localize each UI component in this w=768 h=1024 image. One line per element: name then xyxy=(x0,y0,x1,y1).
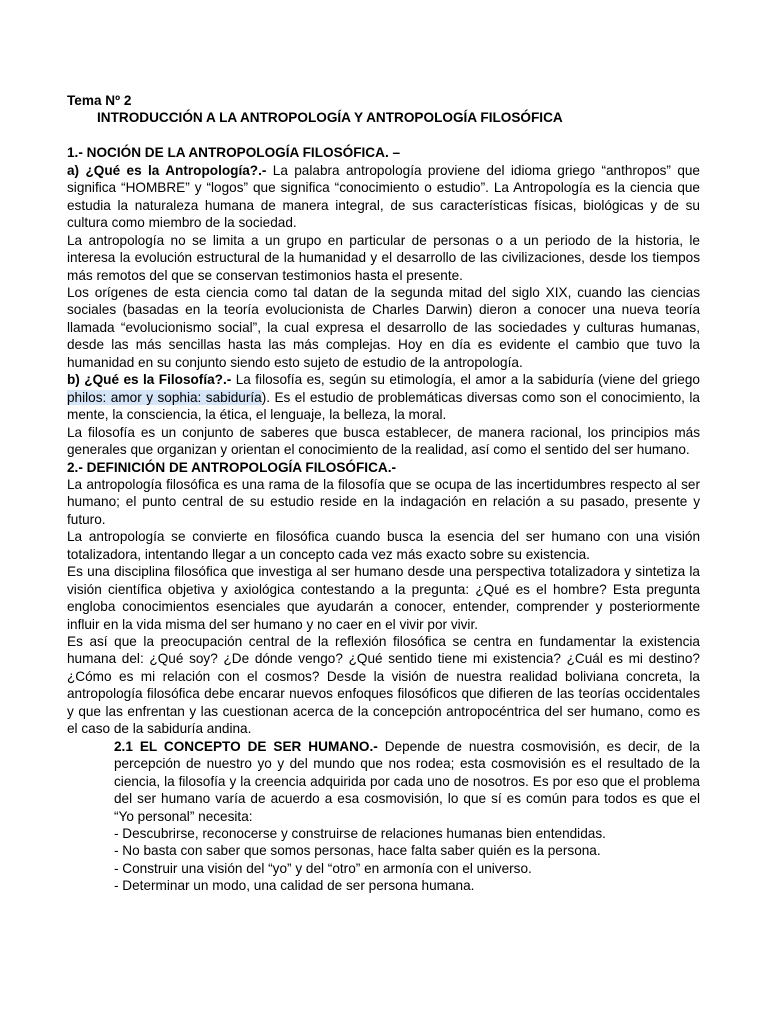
paragraph-filosofia xyxy=(67,371,700,423)
answer-antropologia: La palabra antropología proviene del idioma griego “anthropos” que significa “HOMBRE” y “logos” que significa “conocimiento o estudio”. La Antropología es la ciencia que estudia la naturaleza humana de manera integral, de sus características físicas, biológicas y de su cultura como miembro de la sociedad. xyxy=(67,162,700,231)
paragraph: La antropología filosófica es una rama de la filosofía que se ocupa de las incertidumbres respecto al ser humano; el punto central de su estudio reside en la indagación en relación a su pasado, presente y futuro. xyxy=(67,476,700,527)
highlighted-text: philos: amor y sophia: sabiduría xyxy=(67,389,262,405)
answer-filosofia-part1: La filosofía es, según su etimología, el amor a la sabiduría (viene del griego xyxy=(231,372,700,388)
paragraph: La filosofía es un conjunto de saberes que busca establecer, de manera racional, los principios más generales que organizan y orientan el conocimiento de la realidad, así como el sentido del ser humano. xyxy=(67,424,700,458)
subsection-2-1-text: Depende de nuestra cosmovisión, es decir, de la percepción de nuestro yo y del mundo que nos rodea; esta cosmovisión es el resultado de la ciencia, la filosofía y la creencia adquirida por cada uno de nosotros. Es por eso que el problema del ser humano varía de acuerdo a esa cosmovisión, lo que sí es común para todos es que el “Yo personal” necesita: xyxy=(114,738,700,824)
answer-filosofia-part2: ). Es el estudio de problemáticas diversas como son el conocimiento, la mente, la consciencia, la ética, el lenguaje, la belleza, la moral. xyxy=(67,389,700,423)
question-antropologia: a) ¿Qué es la Antropología?.- xyxy=(67,162,267,178)
subsection-2-1-heading: 2.1 EL CONCEPTO DE SER HUMANO.- xyxy=(114,738,378,754)
section-1-heading: 1.- NOCIÓN DE LA ANTROPOLOGÍA FILOSÓFICA. – xyxy=(67,145,401,161)
paragraph: Es una disciplina filosófica que investiga al ser humano desde una perspectiva totalizadora y sintetiza la visión científica objetiva y axiológica contestando a la pregunta: ¿Qué es el hombre? Esta pregunta engloba conocimientos esenciales que ayudarán a conocer, entender, comprender y posteriormente influir en la vida misma del ser humano y no caer en el vivir por vivir. xyxy=(67,564,700,632)
document-title: INTRODUCCIÓN A LA ANTROPOLOGÍA Y ANTROPOLOGÍA FILOSÓFICA xyxy=(97,110,563,126)
list-item: - Determinar un modo, una calidad de ser persona humana. xyxy=(114,878,475,894)
paragraph-ser-humano xyxy=(114,738,700,825)
subsection-2-1 xyxy=(67,738,700,895)
section-2-heading: 2.- DEFINICIÓN DE ANTROPOLOGÍA FILOSÓFICA.- xyxy=(67,459,397,475)
list-item: - Descubrirse, reconocerse y construirse de relaciones humanas bien entendidas. xyxy=(114,826,606,842)
paragraph: Los orígenes de esta ciencia como tal datan de la segunda mitad del siglo XIX, cuando las ciencias sociales (basadas en la teoría evolucionista de Charles Darwin) dieron a conocer una nueva teoría llamada “evolucionismo social”, la cual expresa el desarrollo de las sociedades y culturas humanas, desde las más sencillas hasta las más complejas. Hoy en día es evidente el cambio que tuvo la humanidad en su conjunto siendo esto sujeto de estudio de la antropología. xyxy=(67,284,700,370)
paragraph: La antropología se convierte en filosófica cuando busca la esencia del ser humano con una visión totalizadora, intentando llegar a un concepto cada vez más exacto sobre su existencia. xyxy=(67,529,700,562)
spacer xyxy=(67,127,700,144)
paragraph: Es así que la preocupación central de la reflexión filosófica se centra en fundamentar la existencia humana del: ¿Qué soy? ¿De dónde vengo? ¿Qué sentido tiene mi existencia? ¿Cuál es mi destino? ¿Cómo es mi relación con el cosmos? Desde la visión de nuestra realidad boliviana concreta, la antropología filosófica debe encarar nuevos enfoques filosóficos que difieren de las teorías occidentales y que las enfrentan y las cuestionan acerca de la concepción antropocéntrica del ser humano, como es el caso de la sabiduría andina. xyxy=(67,634,700,737)
paragraph: La antropología no se limita a un grupo en particular de personas o a un periodo de la historia, le interesa la evolución estructural de la humanidad y el desarrollo de las civilizaciones, desde los tiempos más remotos del que se conservan testimonios hasta el presente. xyxy=(67,232,700,283)
paragraph-antropologia xyxy=(67,162,700,232)
topic-label: Tema Nº 2 xyxy=(67,93,132,108)
list-item: - Construir una visión del “yo” y del “otro” en armonía con el universo. xyxy=(114,860,532,876)
question-filosofia: b) ¿Qué es la Filosofía?.- xyxy=(67,372,232,388)
list-item: - No basta con saber que somos personas, hace falta saber quién es la persona. xyxy=(114,843,601,859)
